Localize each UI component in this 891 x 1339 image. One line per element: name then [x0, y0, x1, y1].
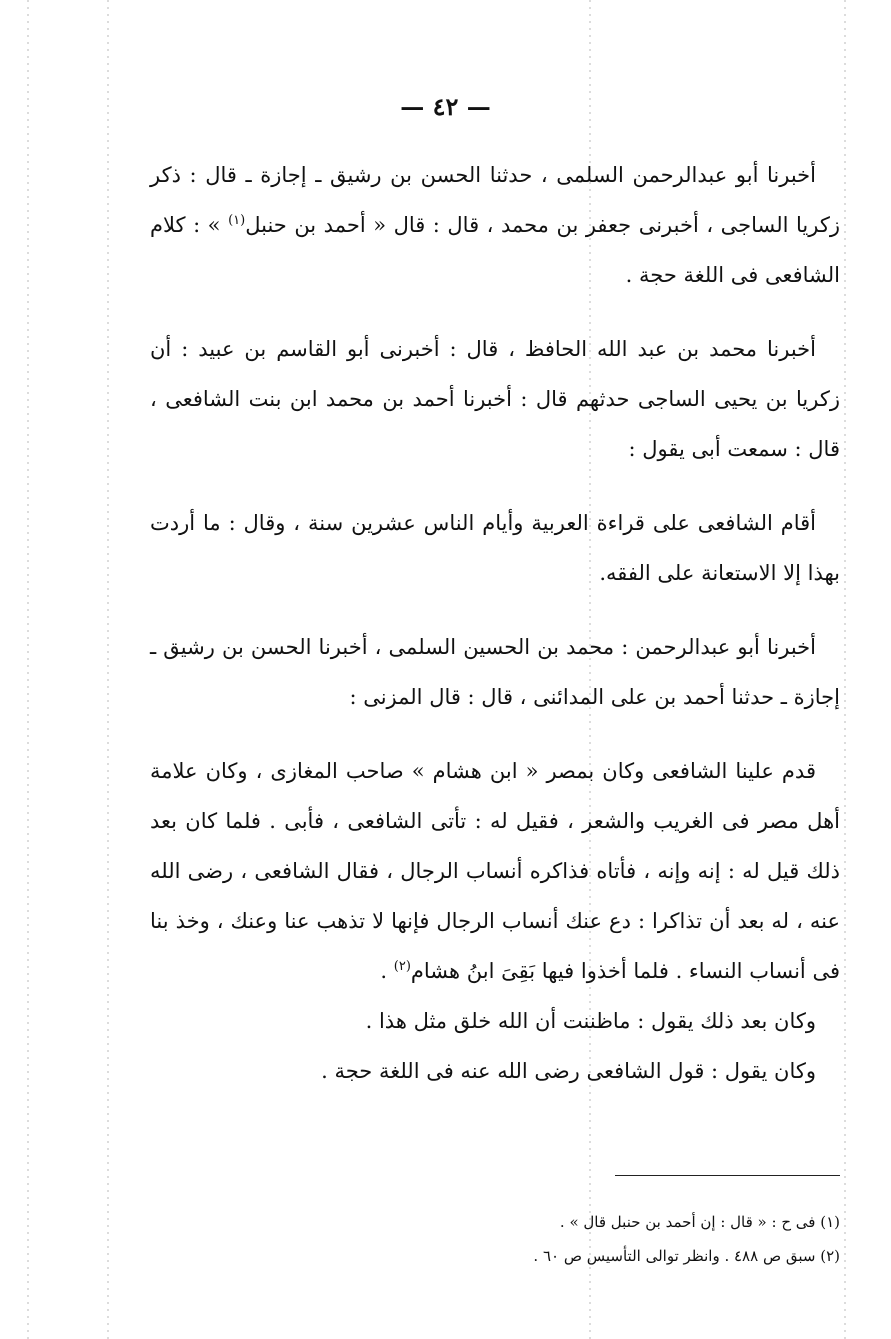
- paragraph-2: أخبرنا محمد بن عبد الله الحافظ ، قال : أخبرنى أبو القاسم بن عبيد : أن زكريا بن يحيى الساجى حدثهم قال : أخبرنا أحمد بن محمد ابن بنت الشافعى ، قال : سمعت أبى يقول :: [150, 337, 840, 461]
- main-text: [150, 150, 840, 1096]
- paragraph-1: [150, 150, 840, 300]
- paragraph-text-continued: .: [380, 959, 394, 983]
- paragraph-5: [150, 746, 840, 996]
- paragraph-text: أخبرنا أبو عبدالرحمن السلمى ، حدثنا الحسن بن رشيق ـ إجازة ـ قال : ذكر زكريا الساجى ، أخبرنى جعفر بن محمد ، قال : قال « أحمد بن حنبل: [150, 163, 840, 237]
- paragraph-text-continued: » : كلام الشافعى فى اللغة حجة .: [150, 213, 840, 287]
- footnote-marker-1[interactable]: (١): [228, 213, 246, 228]
- footnote-divider: [615, 1175, 840, 1176]
- footnote-1: (١) فى ح : « قال : إن أحمد بن حنبل قال » .: [559, 1213, 840, 1231]
- footnotes: [150, 1205, 840, 1273]
- paragraph-4: أخبرنا أبو عبدالرحمن : محمد بن الحسين السلمى ، أخبرنا الحسن بن رشيق ـ إجازة ـ حدثنا أحمد بن على المدائنى ، قال : قال المزنى :: [150, 635, 840, 709]
- paragraph-7: وكان يقول : قول الشافعى رضى الله عنه فى اللغة حجة .: [321, 1059, 816, 1083]
- paragraph-text: قدم علينا الشافعى وكان بمصر « ابن هشام » صاحب المغازى ، وكان علامة أهل مصر فى الغريب والشعر ، فقيل له : تأتى الشافعى ، فأبى . فلما كان بعد ذلك قيل له : إنه وإنه ، فأتاه فذاكره أنساب الرجال ، فقال الشافعى ، رضى الله عنه ، له بعد أن تذاكرا : دع عنك أنساب الرجال فإنها لا تذهب عنا وعنك ، وخذ بنا فى أنساب النساء . فلما أخذوا فيها بَقِىَ ابنُ هشام: [150, 759, 840, 983]
- paragraph-6: وكان بعد ذلك يقول : ماظننت أن الله خلق مثل هذا .: [365, 1009, 816, 1033]
- paragraph-3: أقام الشافعى على قراءة العربية وأيام الناس عشرين سنة ، وقال : ما أردت بهذا إلا الاستعانة على الفقه.: [150, 511, 840, 585]
- page-number: — ٤٢ —: [400, 92, 491, 121]
- footnote-marker-2[interactable]: (٢): [393, 959, 411, 974]
- footnote-2: (٢) سبق ص ٤٨٨ . وانظر توالى التأسيس ص ٦٠ .: [533, 1247, 840, 1265]
